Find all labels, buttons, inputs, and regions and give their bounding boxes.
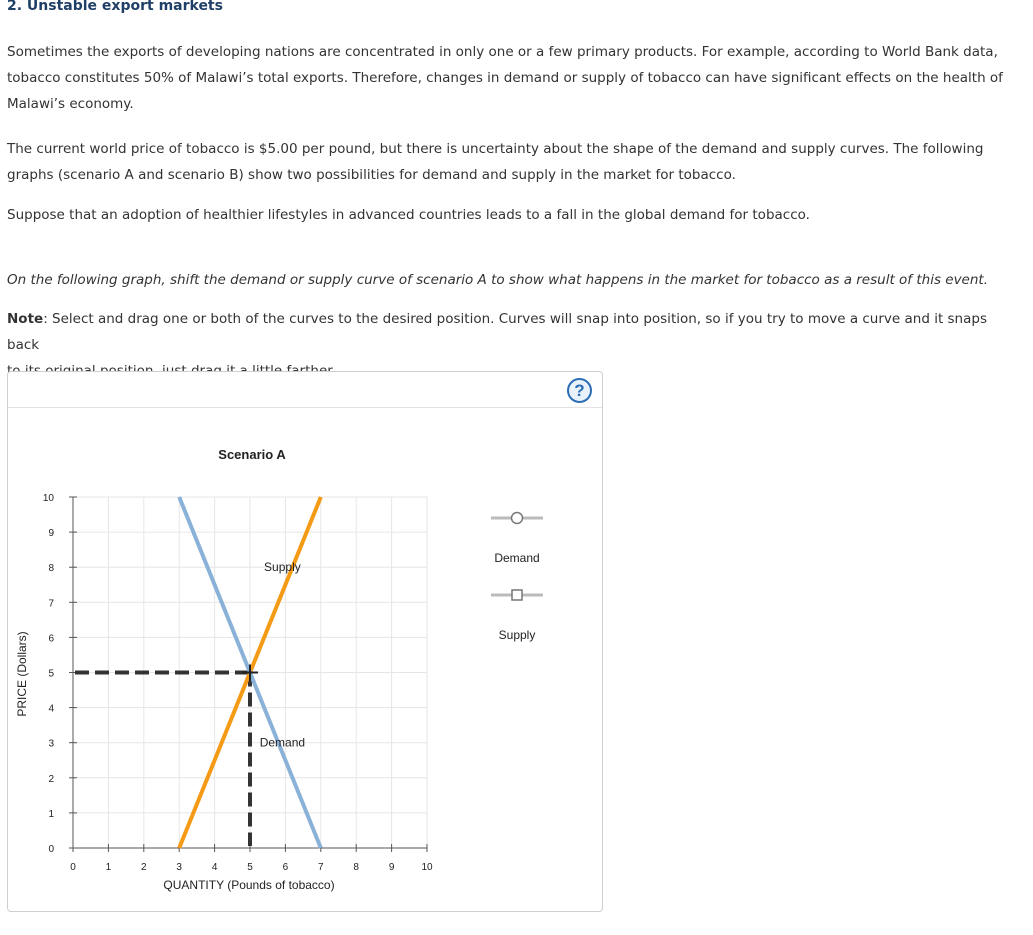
x-axis-label: QUANTITY (Pounds of tobacco) <box>163 878 335 892</box>
price-line-2: graphs (scenario A and scenario B) show two possibilities for demand and supply in the market for tobacco. <box>7 167 736 183</box>
y-tick-label: 7 <box>48 598 54 610</box>
x-tick-label: 7 <box>318 862 324 873</box>
y-tick-label: 9 <box>48 528 54 540</box>
intro-line-3: Malawi’s economy. <box>7 96 134 112</box>
price-paragraph <box>7 136 1022 188</box>
y-tick-label: 8 <box>48 563 54 575</box>
x-tick-label: 4 <box>211 862 218 873</box>
intro-line-1: Sometimes the exports of developing nations are concentrated in only one or a few primary products. For example, according to World Bank data, <box>7 44 998 60</box>
y-tick-label: 2 <box>48 773 54 785</box>
supply-palette-item[interactable] <box>491 590 543 642</box>
chart-title: Scenario A <box>218 447 286 462</box>
x-tick-label: 0 <box>70 862 76 873</box>
supply-palette-label: Supply <box>498 628 536 642</box>
event-paragraph: Suppose that an adoption of healthier lifestyles in advanced countries leads to a fall in the global demand for tobacco. <box>7 207 810 223</box>
demand-palette-label: Demand <box>494 551 540 565</box>
y-tick-label: 4 <box>48 703 54 715</box>
demand-curve-label: Demand <box>259 735 306 750</box>
demand-palette-item[interactable] <box>491 513 543 566</box>
note-label: Note <box>7 311 44 327</box>
page-heading: 2. Unstable export markets <box>7 0 223 14</box>
note-line-1: : Select and drag one or both of the curves to the desired position. Curves will snap into position, so if you try to move a curve and it snaps back <box>7 311 987 353</box>
x-tick-label: 6 <box>282 862 289 873</box>
x-tick-label: 1 <box>105 862 112 873</box>
demand-circle-icon <box>512 513 523 524</box>
x-tick-label: 8 <box>353 862 359 873</box>
y-tick-label: 1 <box>48 808 54 820</box>
y-tick-label: 5 <box>48 668 54 680</box>
supply-curve-label: Supply <box>264 560 301 575</box>
y-tick-label: 10 <box>42 493 54 504</box>
chart-ticks <box>43 493 433 873</box>
intro-line-2: tobacco constitutes 50% of Malawi’s total exports. Therefore, changes in demand or supply of tobacco can have significant effects on the health of <box>7 70 1003 86</box>
x-tick-label: 3 <box>176 862 182 873</box>
y-tick-label: 3 <box>48 738 54 750</box>
x-tick-label: 9 <box>388 862 395 873</box>
y-axis-label: PRICE (Dollars) <box>15 631 29 717</box>
price-line-1: The current world price of tobacco is $5.00 per pound, but there is uncertainty about the shape of the demand and supply curves. The following <box>7 141 984 157</box>
y-tick-label: 6 <box>48 633 54 645</box>
equilibrium-guides <box>75 673 250 847</box>
y-tick-label: 0 <box>48 844 54 855</box>
help-icon[interactable]: ? <box>567 378 592 403</box>
scenario-a-graph <box>7 371 603 912</box>
x-tick-label: 2 <box>141 862 147 873</box>
x-tick-label: 5 <box>247 862 253 873</box>
instruction-paragraph: On the following graph, shift the demand or supply curve of scenario A to show what happens in the market for tobacco as a result of this event. <box>7 272 989 288</box>
curve-palette <box>491 513 543 643</box>
x-tick-label: 10 <box>421 862 433 873</box>
intro-paragraph <box>7 39 1022 117</box>
supply-square-icon <box>512 590 522 600</box>
